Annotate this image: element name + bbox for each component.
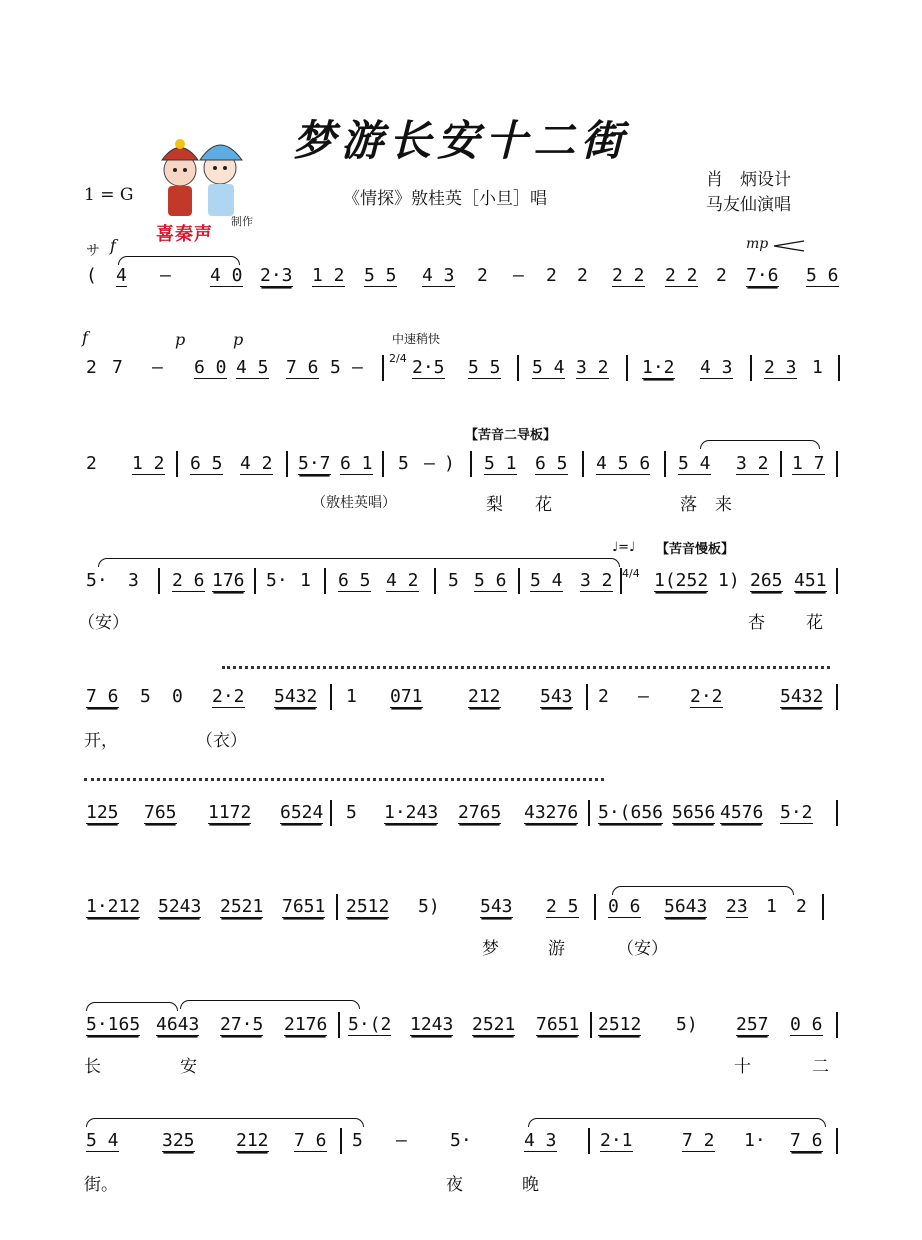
barline [590,1012,592,1038]
barline [382,451,384,477]
tremolo-dots [84,778,604,783]
banshi-label: 【苦音慢板】 [656,542,735,557]
note: 5·(656 [598,802,664,823]
barline [470,451,472,477]
barline [588,800,590,826]
note: 5 4 [530,570,563,591]
note: 212 [236,1130,269,1151]
lyric: 花 [806,613,823,633]
crescendo-icon [772,240,806,252]
note: 5656 [672,802,716,823]
note: 1 [812,357,823,378]
note: 6 5 [535,453,568,474]
barline [838,355,840,381]
note: – [424,453,435,474]
barline [434,568,436,594]
note: 4 0 [210,265,243,286]
note: 2 [86,453,97,474]
note: 4643 [156,1014,200,1035]
note: 5432 [780,686,824,707]
barline [836,451,838,477]
note: 1243 [410,1014,454,1035]
slur [180,1000,360,1009]
note: – [352,357,363,378]
note: 212 [468,686,501,707]
tempo-equivalence: ♩=♩ [612,540,636,555]
barline [626,355,628,381]
note: 1· [744,1130,766,1151]
note: 1·212 [86,896,141,917]
note: 5·7 [298,453,331,474]
note: 2·5 [412,357,445,378]
singer-credit: 马友仙演唱 [706,195,791,215]
key-signature: 1 = G [84,185,134,205]
note: 2·2 [690,686,723,707]
barline [664,451,666,477]
barline [750,355,752,381]
note: 125 [86,802,119,823]
note: 43276 [524,802,579,823]
note: 2 3 [764,357,797,378]
barline [836,1128,838,1154]
note: – [396,1130,407,1151]
note: 2·3 [260,265,293,286]
note: 7 [112,357,123,378]
note: 2176 [284,1014,328,1035]
lyric: 梦 [482,939,499,959]
slur [700,440,820,449]
note: 0 [172,686,183,707]
note: 7 2 [682,1130,715,1151]
note: 2·1 [600,1130,633,1151]
note: 451 [794,570,827,591]
lyric: 街。 [84,1175,118,1195]
barline [338,1012,340,1038]
lyric: 长 [84,1057,101,1077]
note: – [152,357,163,378]
lyric: （衣） [196,731,247,751]
note: – [513,265,524,286]
note: 2 [716,265,727,286]
lyric: 晚 [522,1175,539,1195]
note: 2512 [598,1014,642,1035]
note: 0 6 [608,896,641,917]
note: 5 [330,357,341,378]
note: 4576 [720,802,764,823]
note: 7 6 [790,1130,823,1151]
lyric: 二 [812,1057,829,1077]
note: 2 2 [665,265,698,286]
note: 1 2 [132,453,165,474]
note: 5 [352,1130,363,1151]
note: – [160,265,171,286]
barline [620,568,622,594]
note: 176 [212,570,245,591]
note: ( [86,265,97,286]
note: 4 3 [422,265,455,286]
note: 4 5 [236,357,269,378]
note: 2512 [346,896,390,917]
note: 2 6 [172,570,205,591]
note: 7 6 [286,357,319,378]
note: – [638,686,649,707]
note: 3 2 [576,357,609,378]
logo-text: 喜秦声 [156,224,213,245]
note: 5643 [664,896,708,917]
barline [836,800,838,826]
barline [517,355,519,381]
note: 2 [796,896,807,917]
barline [382,355,384,381]
note: 5 [448,570,459,591]
note: 7 6 [294,1130,327,1151]
barline [588,1128,590,1154]
note: 4 2 [386,570,419,591]
note: 2 5 [546,896,579,917]
note: 543 [480,896,513,917]
barline [586,684,588,710]
note: 5 [346,802,357,823]
note: 5·(2 [348,1014,392,1035]
lyric: 来 [715,495,732,515]
time-signature: 4/4 [622,567,640,580]
lyric: 花 [535,495,552,515]
note: 1 [766,896,777,917]
note: 1·2 [642,357,675,378]
barline [336,894,338,920]
note: 543 [540,686,573,707]
sanban-mark: サ [86,243,100,259]
dynamic-f: f [82,328,88,347]
note: 5 [140,686,151,707]
note: 6 5 [190,453,223,474]
note: 0 6 [790,1014,823,1035]
lyric: （安） [78,613,129,633]
note: 5· [86,570,108,591]
barline [836,1012,838,1038]
barline [330,684,332,710]
slur [118,256,240,265]
note: 1 [346,686,357,707]
note: 765 [144,802,177,823]
note: 5 4 [532,357,565,378]
note: 5 6 [806,265,839,286]
subtitle: 《情探》敫桂英［小旦］唱 [343,189,547,209]
barline [254,568,256,594]
barline [780,451,782,477]
note: 5 [398,453,409,474]
dynamic-f: f [110,236,116,255]
note: 7651 [282,896,326,917]
note: 5·165 [86,1014,141,1035]
note: 5· [450,1130,472,1151]
lyric: 十 [734,1057,751,1077]
note: 6 5 [338,570,371,591]
note: 5 4 [678,453,711,474]
slur [86,1118,364,1127]
slur [86,1002,178,1011]
note: 6524 [280,802,324,823]
note: 071 [390,686,423,707]
note: 3 2 [580,570,613,591]
lyric: 梨 [486,495,503,515]
lyric: 杏 [748,613,765,633]
lyric: 游 [548,939,565,959]
page-title: 梦游长安十二街 [292,116,629,165]
note: ) [444,453,455,474]
barline [324,568,326,594]
barline [582,451,584,477]
note: 4 3 [524,1130,557,1151]
note: 1(252 [654,570,709,591]
lyric: 夜 [446,1175,463,1195]
note: 5432 [274,686,318,707]
barline [340,1128,342,1154]
barline [594,894,596,920]
slur [98,558,620,567]
note: 5243 [158,896,202,917]
barline [176,451,178,477]
barline [836,568,838,594]
slur [612,886,794,895]
note: 7651 [536,1014,580,1035]
note: 2 [598,686,609,707]
note: 5 1 [484,453,517,474]
note: 6 1 [340,453,373,474]
barline [518,568,520,594]
note: 23 [726,896,748,917]
note: 4 2 [240,453,273,474]
note: 5·2 [780,802,813,823]
note: 1172 [208,802,252,823]
note: 2 [477,265,488,286]
note: 2·2 [212,686,245,707]
note: 1) [718,570,740,591]
note: 27·5 [220,1014,264,1035]
note: 325 [162,1130,195,1151]
time-signature: 2/4 [389,352,407,365]
note: 265 [750,570,783,591]
note: 5 6 [474,570,507,591]
note: 3 2 [736,453,769,474]
note: 7·6 [746,265,779,286]
dynamic-mp: mp [746,236,769,252]
note: 1 [300,570,311,591]
note: 2765 [458,802,502,823]
barline [822,894,824,920]
slur [528,1118,826,1127]
barline [286,451,288,477]
note: 5) [418,896,440,917]
note: 3 [128,570,139,591]
lyric: （敫桂英唱） [312,495,396,511]
note: 257 [736,1014,769,1035]
note: 5 5 [468,357,501,378]
note: 2 [546,265,557,286]
note: 1 7 [792,453,825,474]
dynamic-p: p [233,330,244,349]
note: 2 [577,265,588,286]
dynamic-p: p [175,330,186,349]
banshi-label: 【苦音二导板】 [465,428,557,443]
note: 4 3 [700,357,733,378]
note: 4 [116,265,127,286]
designer-credit: 肖 炳设计 [706,170,791,190]
note: 5· [266,570,288,591]
barline [836,684,838,710]
tremolo-dots [222,666,830,671]
note: 1·243 [384,802,439,823]
note: 1 2 [312,265,345,286]
tempo-mark: 中速稍快 [392,332,441,346]
barline [330,800,332,826]
lyric: （安） [617,939,668,959]
note: 5) [676,1014,698,1035]
note: 4 5 6 [596,453,651,474]
note: 5 4 [86,1130,119,1151]
lyric: 落 [680,495,697,515]
lyric: 安 [180,1057,197,1077]
lyric: 开， [84,731,118,751]
logo-subtext: 制作 [231,215,253,228]
note: 2521 [472,1014,516,1035]
note: 5 5 [364,265,397,286]
note: 2 [86,357,97,378]
note: 2 2 [612,265,645,286]
note: 6 0 [194,357,227,378]
note: 7 6 [86,686,119,707]
note: 2521 [220,896,264,917]
barline [158,568,160,594]
